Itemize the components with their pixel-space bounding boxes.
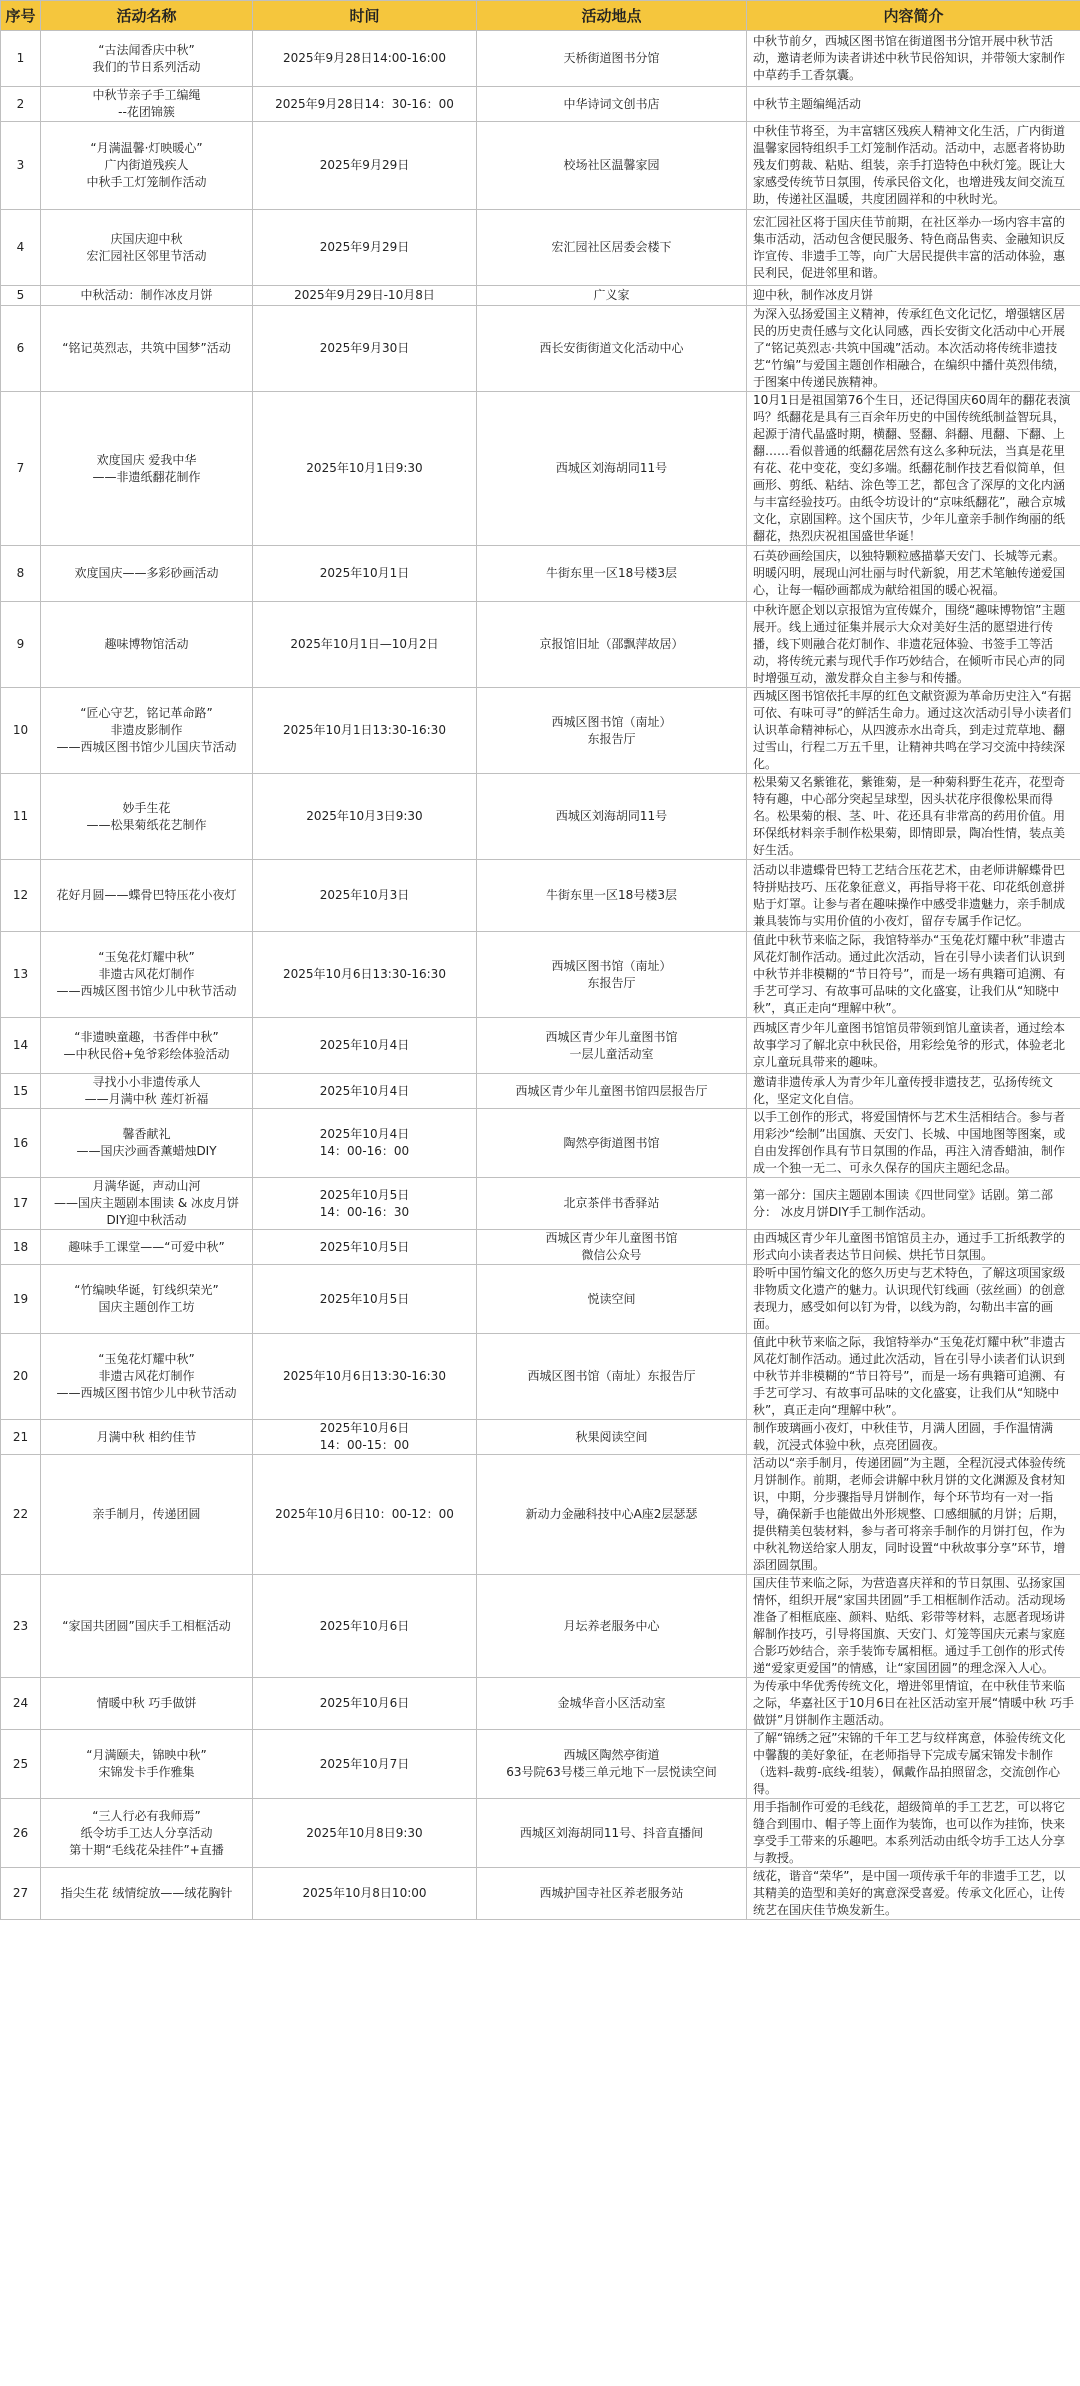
activity-name-line: 我们的节日系列活动 [92,59,201,74]
activity-time-line: 2025年10月1日9:30 [306,461,423,475]
activity-location-line: 西城护国寺社区养老服务站 [539,1886,684,1900]
header-desc: 内容简介 [747,1,1080,31]
activity-description: 用手指制作可爱的毛线花，超级简单的手工艺艺，可以将它缝合到围巾、帽子等上面作为装饰，也可以作为挂饰，快来享受手工带来的乐趣吧。本系列活动由纸令坊手工达人分享与教授。 [747,1799,1080,1868]
activity-name [41,1109,253,1178]
activity-name [41,306,253,392]
activity-description: 聆听中国竹编文化的悠久历史与艺术特色，了解这项国家级非物质文化遗产的魅力。认识现代钉线画（弦丝画）的创意表现力，感受如何以钉为骨，以线为韵，勾勒出丰富的画面。 [747,1265,1080,1334]
activity-location [477,286,747,306]
table-row [1,1420,1080,1455]
row-number: 18 [1,1230,41,1265]
activity-name-line: “三人行必有我师焉” [92,1808,201,1823]
header-time: 时间 [253,1,477,31]
activity-location-line: 北京茶伴书香驿站 [563,1196,660,1210]
row-number: 1 [1,31,41,87]
row-number: 13 [1,932,41,1018]
activity-location [477,688,747,774]
table-body [1,31,1080,1920]
row-number: 10 [1,688,41,774]
activity-location-line: 悦读空间 [587,1291,636,1306]
activity-location-line: 京报馆旧址（邵飘萍故居） [539,637,684,651]
activity-time-line: 2025年10月1日13:30-16:30 [283,723,446,737]
activity-location-line: 陶然亭街道图书馆 [563,1135,660,1150]
activity-location [477,1178,747,1230]
row-number: 23 [1,1575,41,1678]
activity-location [477,210,747,286]
activity-name [41,392,253,546]
activity-time-line: 2025年10月6日 [319,1421,410,1435]
header-name: 活动名称 [41,1,253,31]
row-number: 19 [1,1265,41,1334]
activity-time [253,392,477,546]
activity-description: 宏汇园社区将于国庆佳节前期，在社区举办一场内容丰富的集市活动，活动包含便民服务、特色商品售卖、金融知识反诈宣传、非遗手工等，向广大居民提供丰富的活动体验，惠民利民，促进邻里和谐。 [747,210,1080,286]
activity-name-line: 馨香献礼 [122,1127,171,1141]
activity-location-line: 广义家 [593,288,630,302]
activity-location [477,932,747,1018]
activity-location-line: 金城华音小区活动室 [557,1696,666,1710]
activity-location-line: 西城区刘海胡同11号、抖音直播间 [519,1825,704,1840]
activity-time-line: 14：00-15：00 [319,1438,410,1452]
row-number: 15 [1,1074,41,1109]
activity-time [253,602,477,688]
activity-description: 绒花，谐音“荣华”，是中国一项传承千年的非遗手工艺，以其精美的造型和美好的寓意深受喜爱。传承文化匠心，让传统艺在国庆佳节焕发新生。 [747,1868,1080,1920]
activity-description: 中秋佳节将至，为丰富辖区残疾人精神文化生活，广内街道温馨家园特组织手工灯笼制作活动。活动中，志愿者将协助残友们剪裁、粘贴、组装，亲手打造特色中秋灯笼。既让大家感受传统节日氛围，传承民俗文化，也增进残友间交流互助，传递社区温暖，共度团圆祥和的中秋时光。 [747,122,1080,210]
activity-name-line: 宋锦发卡手作雅集 [98,1765,195,1779]
activity-name-line: 月满华诞，声动山河 [92,1179,201,1193]
activity-time-line: 2025年10月5日 [319,1291,410,1306]
activity-name-line: 花好月圆——蝶骨巴特压花小夜灯 [56,888,237,902]
activity-name-line: “玉兔花灯耀中秋” [98,950,195,964]
activity-name-line: “玉兔花灯耀中秋” [98,1352,195,1366]
activity-time [253,286,477,306]
activity-description: 国庆佳节来临之际，为营造喜庆祥和的节日氛围、弘扬家国情怀，组织开展“家国共团圆”手工相框制作活动。活动现场准备了相框底座、颜料、贴纸、彩带等材料，志愿者现场讲解制作技巧，引导将国旗、天安门、灯笼等国庆元素与家庭合影巧妙结合，亲手装饰专属相框。通过手工创作的形式传递“爱家更爱国”的情感，让“家国团圆”的理念深入人心。 [747,1575,1080,1678]
header-no: 序号 [1,1,41,31]
activity-name-line: 庆国庆迎中秋 [110,231,183,246]
activity-location-line: 牛街东里一区18号楼3层 [546,888,677,902]
table-row [1,392,1080,546]
table-row [1,932,1080,1018]
activity-name-line: 中秋手工灯笼制作活动 [86,175,207,189]
row-number: 2 [1,87,41,122]
row-number: 9 [1,602,41,688]
activity-time [253,1334,477,1420]
table-row [1,1109,1080,1178]
activity-description: 西城区图书馆依托丰厚的红色文献资源为革命历史注入“有据可依、有味可寻”的鲜活生命力。通过这次活动引导小读者们认识革命精神标心，从四渡赤水出奇兵，到走过荒草地、翻过雪山，行程二万五千里，让精神共鸣在学习交流中持续深化。 [747,688,1080,774]
activity-description: 10月1日是祖国第76个生日，还记得国庆60周年的翻花表演吗？纸翻花是具有三百余年历史的中国传统纸制益智玩具，起源于清代晶盛时期，横翻、竖翻、斜翻、甩翻、下翻、上翻……看似普通的纸翻花居然有这么多种玩法，当真是花里有花、花中变花，变幻多端。纸翻花制作技艺看似简单，但画形、剪纸、粘结、涂色等工艺，都包含了深厚的文化内涵与丰富经验技巧。由纸令坊设计的“京味纸翻花”，融合京城文化，京剧国粹。这个国庆节，少年儿童亲手制作绚丽的纸翻花，热烈庆祝祖国盛世华诞！ [747,392,1080,546]
activity-location-line: 西城区刘海胡同11号 [555,461,668,475]
table-row [1,546,1080,602]
activity-name-line: “古法闻香庆中秋” [98,42,195,57]
activity-location-line: 西长安街街道文化活动中心 [539,341,684,355]
table-header-row [1,1,1080,31]
table-row [1,122,1080,210]
activity-name [41,1265,253,1334]
activity-name-line: --花团锦簇 [118,105,175,119]
table-row [1,1455,1080,1575]
activity-location [477,306,747,392]
activity-time [253,860,477,932]
activity-time-line: 2025年10月6日13:30-16:30 [283,1369,446,1383]
activity-location-line: 校场社区温馨家园 [563,158,660,172]
activity-name [41,860,253,932]
table-row [1,87,1080,122]
activity-time-line: 2025年9月28日14：30-16：00 [275,96,454,111]
activity-name-line: 月满中秋 相约佳节 [96,1429,197,1444]
activity-location-line: 西城区陶然亭街道 [563,1748,660,1762]
activity-time [253,1868,477,1920]
activity-name-line: ——西城区图书馆少儿中秋节活动 [56,984,237,998]
activity-name-line: ——西城区图书馆少儿国庆节活动 [56,740,237,754]
activity-name-line: 欢度国庆 爱我中华 [96,452,197,467]
activity-name-line: 广内街道残疾人 [104,158,189,172]
activity-name-line: “铭记英烈志，共筑中国梦”活动 [62,341,231,355]
activity-location-line: 西城区图书馆（南址） [551,958,672,973]
row-number: 20 [1,1334,41,1420]
activity-location [477,31,747,87]
activity-time-line: 2025年10月6日 [319,1696,410,1710]
activity-name-line: 国庆主题创作工坊 [98,1300,195,1314]
activity-time [253,1178,477,1230]
activity-location-line: 新动力金融科技中心A座2层瑟瑟 [525,1507,698,1521]
activity-name [41,1018,253,1074]
activity-name-line: 非遗古风花灯制作 [98,967,195,981]
activity-name-line: ——松果菊纸花艺制作 [86,817,207,832]
activity-description: 了解“锦绣之冠”宋锦的千年工艺与纹样寓意，体验传统文化中馨馥的美好象征，在老师指导下完成专属宋锦发卡制作（选料-裁剪-底线-组装），佩戴作品拍照留念，交流创作心得。 [747,1730,1080,1799]
activity-location [477,1575,747,1678]
activity-name [41,1178,253,1230]
activity-name-line: 中秋活动：制作冰皮月饼 [80,288,213,302]
activity-time [253,1018,477,1074]
activity-description: 制作玻璃画小夜灯，中秋佳节，月满人团圆，手作温情满载，沉浸式体验中秋，点亮团圆夜。 [747,1420,1080,1455]
activity-description: 松果菊又名紫锥花，紫锥菊，是一种菊科野生花卉，花型奇特有趣，中心部分突起呈球型，因头状花序很像松果而得名。松果菊的根、茎、叶、花还具有非常高的药用价值。用环保纸材料亲手制作松果菊，即情即景，陶冶性情，装点美好生活。 [747,774,1080,860]
table-row [1,1230,1080,1265]
activity-name [41,87,253,122]
activity-time-line: 2025年9月29日 [319,158,410,172]
activity-location [477,1868,747,1920]
activity-name [41,602,253,688]
activity-time-line: 14：00-16：00 [319,1144,410,1158]
activity-name-line: “月满颐夫，锦映中秋” [86,1748,207,1762]
activity-name-line: 欢度国庆——多彩砂画活动 [74,566,219,580]
table-row [1,1334,1080,1420]
activity-name-line: 趣味手工课堂——“可爱中秋” [68,1239,225,1254]
activity-location-line: 微信公众号 [581,1248,642,1262]
activity-name [41,688,253,774]
table-row [1,774,1080,860]
activity-name-line: 中秋节亲子手工编绳 [92,88,201,102]
activity-location-line: 一层儿童活动室 [569,1046,654,1061]
activity-description: 值此中秋节来临之际，我馆特举办“玉兔花灯耀中秋”非遗古风花灯制作活动。通过此次活动，旨在引导小读者们认识到中秋节并非模糊的“节日符号”，而是一场有典籍可追溯、有手艺可学习、有故事可品味的文化盛宴，让我们从“知晓中秋”，真正走向“理解中秋”。 [747,932,1080,1018]
activity-name-line: 情暖中秋 巧手做饼 [96,1696,197,1710]
activity-location-line: 天桥街道图书分馆 [563,51,660,65]
activity-name-line: 亲手制月，传递团圆 [92,1507,201,1521]
activity-location-line: 63号院63号楼三单元地下一层悦读空间 [506,1765,717,1779]
activity-name-line: 妙手生花 [122,800,171,815]
activity-location [477,1730,747,1799]
activity-name [41,1730,253,1799]
table-row [1,306,1080,392]
activity-name [41,1074,253,1109]
activity-time-line: 2025年10月6日 [319,1618,410,1633]
activity-name [41,1575,253,1678]
activity-description: 以手工创作的形式，将爱国情怀与艺术生活相结合。参与者用彩沙“绘制”出国旗、天安门、长城、中国地图等图案，或自由发挥创作具有节日氛围的作品，再注入清香蜡油，制作成一个独一无二、可永久保存的国庆主题纪念品。 [747,1109,1080,1178]
activity-name-line: “匠心守艺，铭记革命路” [80,706,213,720]
activity-description: 中秋节前夕，西城区图书馆在街道图书分馆开展中秋节活动，邀请老师为读者讲述中秋节民俗知识，并带领大家制作中草药手工香氛囊。 [747,31,1080,87]
activity-name [41,210,253,286]
activity-time [253,1420,477,1455]
activity-name-line: 宏汇园社区邻里节活动 [86,248,207,263]
activity-time-line: 2025年10月8日9:30 [306,1825,423,1840]
activity-name-line: ——非遗纸翻花制作 [92,469,201,484]
row-number: 7 [1,392,41,546]
activity-name [41,122,253,210]
activity-name-line: ——西城区图书馆少儿中秋节活动 [56,1386,237,1400]
activity-time [253,1730,477,1799]
activity-location [477,860,747,932]
activity-name-line: —中秋民俗+兔爷彩绘体验活动 [63,1046,230,1061]
activity-location-line: 东报告厅 [587,731,636,746]
activity-time [253,87,477,122]
activity-name-line: 非遗古风花灯制作 [98,1369,195,1383]
table-row [1,210,1080,286]
activity-name [41,1799,253,1868]
activity-name-line: “竹编映华诞，钉线织荣光” [74,1283,219,1297]
activity-time [253,31,477,87]
activity-time-line: 2025年10月8日10:00 [302,1886,427,1900]
row-number: 24 [1,1678,41,1730]
activity-description: 邀请非遗传承人为青少年儿童传授非遗技艺，弘扬传统文化，坚定文化自信。 [747,1074,1080,1109]
row-number: 14 [1,1018,41,1074]
activity-time-line: 2025年9月29日-10月8日 [294,288,435,302]
activity-name [41,932,253,1018]
activity-location-line: 西城区青少年儿童图书馆 [545,1231,678,1245]
table-row [1,1265,1080,1334]
activity-name [41,1230,253,1265]
row-number: 17 [1,1178,41,1230]
header-location: 活动地点 [477,1,747,31]
activity-time [253,546,477,602]
activity-location-line: 西城区图书馆（南址）东报告厅 [527,1369,696,1383]
activity-time-line: 2025年10月4日 [319,1038,410,1052]
table-row [1,1074,1080,1109]
activity-location [477,1678,747,1730]
row-number: 11 [1,774,41,860]
activity-time-line: 2025年10月4日 [319,1083,410,1098]
row-number: 21 [1,1420,41,1455]
activity-time [253,774,477,860]
activity-location [477,774,747,860]
row-number: 8 [1,546,41,602]
activity-location-line: 西城区青少年儿童图书馆 [545,1029,678,1044]
activity-location [477,602,747,688]
activity-name-line: 纸令坊手工达人分享活动 [80,1825,213,1840]
activity-time [253,306,477,392]
activity-location-line: 西城区刘海胡同11号 [555,809,668,823]
activity-description: 为传承中华优秀传统文化，增进邻里情谊，在中秋佳节来临之际，华嘉社区于10月6日在社区活动室开展“情暖中秋 巧手做饼”月饼制作主题活动。 [747,1678,1080,1730]
activity-time [253,1575,477,1678]
activity-name [41,546,253,602]
table-row [1,1730,1080,1799]
activity-time-line: 2025年9月30日 [319,341,410,355]
table-row [1,1678,1080,1730]
activity-name-line: 趣味博物馆活动 [104,637,189,651]
activity-time-line: 2025年10月1日 [319,566,410,580]
table-row [1,1868,1080,1920]
activity-name [41,1420,253,1455]
row-number: 3 [1,122,41,210]
activity-name [41,774,253,860]
row-number: 12 [1,860,41,932]
activity-time-line: 2025年10月5日 [319,1187,410,1202]
activity-time [253,688,477,774]
table-row [1,1018,1080,1074]
activity-description: 中秋节主题编绳活动 [747,87,1080,122]
activity-time-line: 14：00-16：30 [319,1204,410,1219]
row-number: 26 [1,1799,41,1868]
activity-name [41,1678,253,1730]
activity-time-line: 2025年10月3日9:30 [306,809,423,823]
activity-time-line: 2025年10月5日 [319,1239,410,1254]
activity-location [477,1074,747,1109]
row-number: 16 [1,1109,41,1178]
activity-description: 为深入弘扬爱国主义精神，传承红色文化记忆，增强辖区居民的历史责任感与文化认同感，西长安街文化活动中心开展了“铭记英烈志·共筑中国魂”活动。本次活动将传统非遗技艺“竹编”与爱国主题创作相融合，在编织中播什英烈伟绩，于图案中传递民族精神。 [747,306,1080,392]
activity-description: 中秋许愿企划以京报馆为宣传媒介，围绕“趣味博物馆”主题展开。线上通过征集并展示大众对美好生活的愿望进行传播，线下则融合花灯制作、非遗花冠体验、书签手工等活动，将传统元素与现代手作巧妙结合，在倾听市民心声的同时增强互动，激发群众自主参与和传播。 [747,602,1080,688]
activity-location-line: 东报告厅 [587,975,636,990]
activity-time [253,1074,477,1109]
activity-name [41,31,253,87]
activity-name-line: 第十期“毛线花朵挂件”+直播 [69,1842,224,1857]
activity-name-line: 非遗皮影制作 [110,723,183,737]
table-row [1,286,1080,306]
activity-description: 由西城区青少年儿童图书馆馆员主办，通过手工折纸教学的形式向小读者表达节日问候、烘托节日氛围。 [747,1230,1080,1265]
row-number: 5 [1,286,41,306]
row-number: 25 [1,1730,41,1799]
row-number: 27 [1,1868,41,1920]
activity-location [477,1230,747,1265]
activity-time-line: 2025年10月1日—10月2日 [290,637,439,651]
activity-location [477,87,747,122]
table-row [1,1178,1080,1230]
activity-location-line: 宏汇园社区居委会楼下 [551,240,672,254]
row-number: 6 [1,306,41,392]
activity-description: 石英砂画绘国庆，以独特颗粒感描摹天安门、长城等元素。明暖闪明，展现山河壮丽与时代新貌，用艺术笔触传递爱国心，让每一幅砂画都成为献给祖国的暖心祝福。 [747,546,1080,602]
table-row [1,602,1080,688]
table-row [1,860,1080,932]
activity-location [477,392,747,546]
activity-location [477,1455,747,1575]
activity-location-line: 西城区图书馆（南址） [551,714,672,729]
activity-name-line: ——国庆沙画香薰蜡烛DIY [76,1144,217,1158]
activity-time [253,1265,477,1334]
activity-location-line: 西城区青少年儿童图书馆四层报告厅 [515,1083,708,1098]
activity-name-line: 寻找小小非遗传承人 [92,1075,201,1089]
activity-description: 西城区青少年儿童图书馆馆员带领到馆儿童读者，通过绘本故事学习了解北京中秋民俗，用彩绘兔爷的形式，体验老北京儿童玩具带来的趣味。 [747,1018,1080,1074]
activity-name-line: “非遗映童趣，书香伴中秋” [74,1029,219,1044]
activity-description: 第一部分：国庆主题剧本围读《四世同堂》话剧。第二部分： 冰皮月饼DIY手工制作活动。 [747,1178,1080,1230]
activity-time [253,122,477,210]
activity-time [253,1799,477,1868]
activity-name-line: ——国庆主题剧本围读 & 冰皮月饼DIY迎中秋活动 [54,1196,239,1227]
table-row [1,1799,1080,1868]
activity-location-line: 中华诗词文创书店 [563,96,660,111]
activity-time-line: 2025年10月7日 [319,1756,410,1771]
activity-time-line: 2025年10月6日10：00-12：00 [275,1507,454,1521]
activity-time [253,1109,477,1178]
activity-location-line: 牛街东里一区18号楼3层 [546,566,677,580]
activity-time-line: 2025年10月4日 [319,1127,410,1141]
activity-name [41,286,253,306]
activity-location [477,1265,747,1334]
activity-time-line: 2025年9月28日14:00-16:00 [283,51,446,65]
table-row [1,1575,1080,1678]
activity-location [477,1109,747,1178]
activity-name-line: ——月满中秋 莲灯祈福 [84,1092,209,1106]
activity-name-line: “月满温馨·灯映暖心” [90,141,203,155]
row-number: 4 [1,210,41,286]
activity-time [253,1455,477,1575]
row-number: 22 [1,1455,41,1575]
table-row [1,31,1080,87]
activity-name [41,1868,253,1920]
activity-time-line: 2025年10月6日13:30-16:30 [283,967,446,981]
activity-name-line: “家国共团圆”国庆手工相框活动 [62,1618,231,1633]
activity-location [477,1018,747,1074]
activity-description: 迎中秋，制作冰皮月饼 [747,286,1080,306]
activity-location [477,546,747,602]
activity-description: 活动以非遗蝶骨巴特工艺结合压花艺术，由老师讲解蝶骨巴特拼贴技巧、压花象征意义，再指导将干花、印花纸创意拼贴于灯罩。让参与者在趣味操作中感受非遗魅力，亲手制成兼具装饰与实用价值的小夜灯，留存专属手作记忆。 [747,860,1080,932]
activity-location [477,1334,747,1420]
activity-description: 值此中秋节来临之际，我馆特举办“玉兔花灯耀中秋”非遗古风花灯制作活动。通过此次活动，旨在引导小读者们认识到中秋节并非模糊的“节日符号”，而是一场有典籍可追溯、有手艺可学习、有故事可品味的文化盛宴，让我们从“知晓中秋”，真正走向“理解中秋”。 [747,1334,1080,1420]
activity-time-line: 2025年9月29日 [319,240,410,254]
activity-time [253,1678,477,1730]
activity-name [41,1334,253,1420]
activity-location-line: 秋果阅读空间 [575,1429,648,1444]
activity-location [477,1799,747,1868]
activity-name [41,1455,253,1575]
activity-location-line: 月坛养老服务中心 [563,1618,660,1633]
activity-name-line: 指尖生花 绒情绽放——绒花胸针 [60,1886,233,1900]
activity-time [253,932,477,1018]
activity-time [253,210,477,286]
activity-description: 活动以“亲手制月，传递团圆”为主题，全程沉浸式体验传统月饼制作。前期，老师会讲解中秋月饼的文化渊源及食材知识，中期，分步骤指导月饼制作，每个环节均有一对一指导，确保新手也能做出外形规整、口感细腻的月饼；后期，提供精美包装材料，参与者可将亲手制作的月饼打包，作为中秋礼物送给家人朋友，同时设置“中秋故事分享”环节，增添团圆氛围。 [747,1455,1080,1575]
table-row [1,688,1080,774]
activity-time [253,1230,477,1265]
activity-location [477,1420,747,1455]
activity-location [477,122,747,210]
activity-time-line: 2025年10月3日 [319,888,410,902]
